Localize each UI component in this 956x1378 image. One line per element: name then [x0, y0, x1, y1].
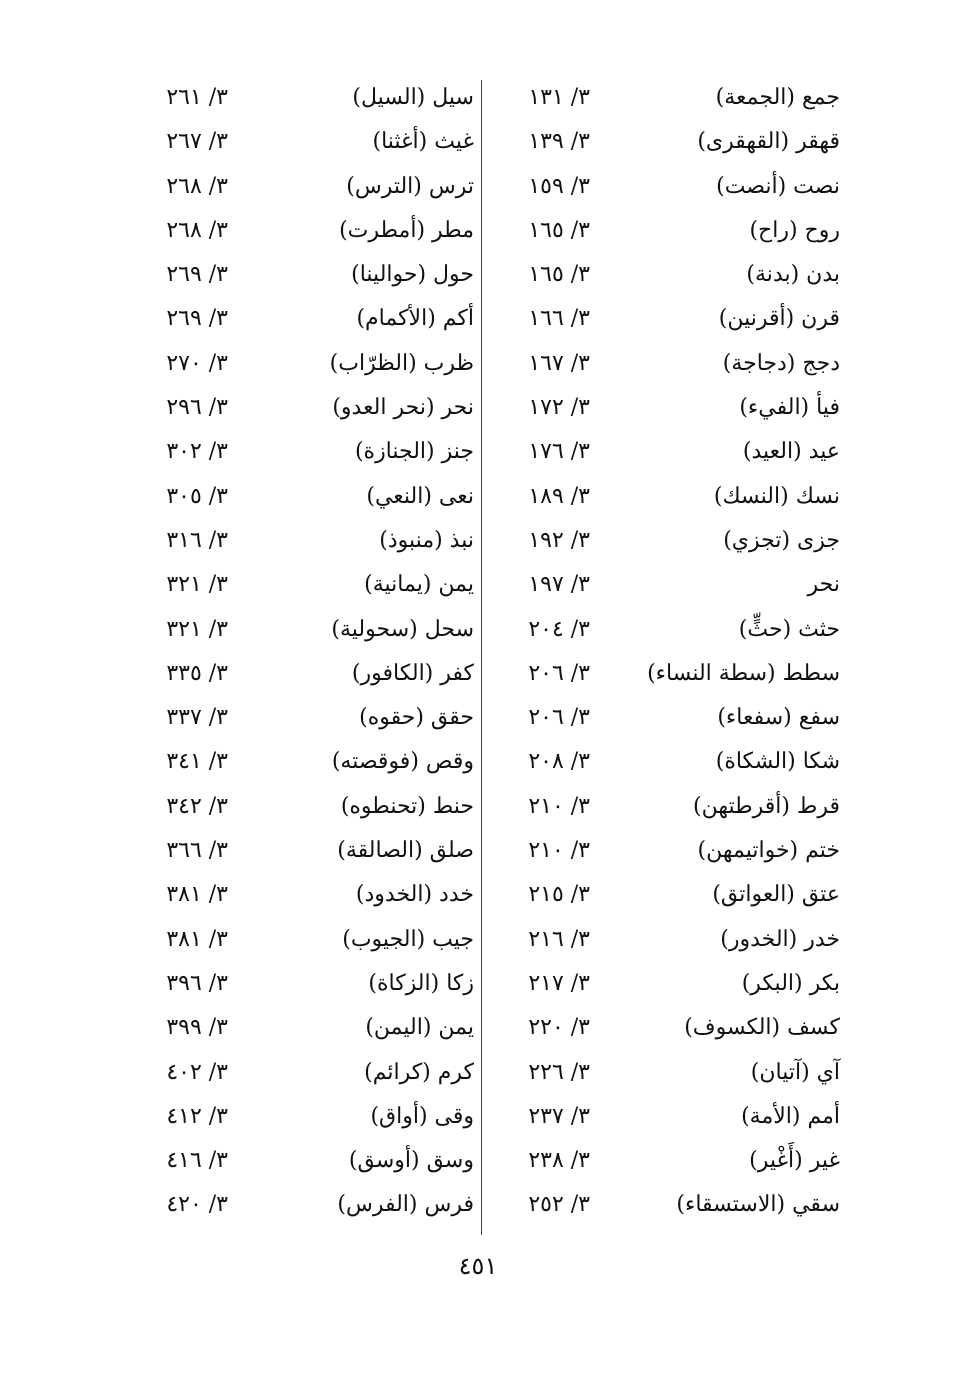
index-row: [130, 165, 840, 209]
left-entry-term: سيل (السيل): [352, 85, 474, 110]
index-row: [130, 475, 840, 519]
index-row: [130, 76, 840, 120]
left-entry-reference: ٣/ ٣٠٢: [166, 439, 228, 465]
right-entry-term: قهقر (القهقرى): [697, 129, 840, 155]
left-entry-term: وقى (أواق): [370, 1103, 474, 1129]
right-entry-term: كسف (الكسوف): [684, 1015, 840, 1041]
right-entry-reference: ٣/ ١٩٢: [528, 527, 590, 553]
left-entry-term: ترس (الترس): [346, 173, 474, 199]
left-entry-reference: ٣/ ٤٢٠: [166, 1192, 228, 1218]
right-entry-term: روح (راح): [749, 217, 840, 243]
index-row: [130, 740, 840, 784]
index-row: [130, 209, 840, 253]
index-row: [130, 120, 840, 164]
index-row: [130, 652, 840, 696]
right-entry-reference: ٣/ ١٩٧: [528, 572, 590, 598]
index-row: [130, 430, 840, 474]
right-entry-term: خدر (الخدور): [720, 926, 840, 952]
right-entry-reference: ٣/ ١٥٩: [528, 173, 590, 199]
index-row: [130, 1095, 840, 1139]
left-entry-reference: ٣/ ٣٢١: [166, 616, 228, 642]
left-entry-reference: ٣/ ٢٧٠: [166, 350, 228, 376]
right-entry-term: بدن (بدنة): [746, 262, 840, 288]
column-divider: [481, 80, 482, 1235]
right-entry-reference: ٣/ ٢٢٠: [528, 1015, 590, 1041]
right-entry-term: جمع (الجمعة): [715, 85, 840, 110]
left-entry-term: كفر (الكافور): [351, 660, 474, 686]
right-entry-reference: ٣/ ١٧٢: [528, 395, 590, 421]
right-entry-reference: ٣/ ١٧٦: [528, 439, 590, 465]
right-entry-reference: ٣/ ٢٠٤: [528, 616, 590, 642]
left-entry-reference: ٣/ ٣٣٥: [166, 660, 228, 686]
right-entry-reference: ٣/ ١٦٥: [528, 217, 590, 243]
right-entry-reference: ٣/ ١٨٩: [528, 483, 590, 509]
right-entry-term: قرط (أقرطتهن): [693, 793, 840, 819]
right-entry-reference: ٣/ ٢١٥: [528, 882, 590, 908]
left-entry-term: يمن (يمانية): [364, 572, 474, 598]
left-entry-term: كرم (كرائم): [364, 1059, 474, 1085]
left-entry-reference: ٣/ ٤١٢: [166, 1103, 228, 1129]
index-row: [130, 918, 840, 962]
right-entry-term: سفع (سفعاء): [717, 705, 840, 731]
index-row: [130, 563, 840, 607]
left-entry-term: حول (حوالينا): [351, 262, 474, 288]
left-entry-term: صلق (الصالقة): [337, 838, 474, 864]
right-entry-term: بكر (البكر): [741, 970, 840, 996]
right-entry-reference: ٣/ ١٦٦: [528, 306, 590, 332]
right-entry-reference: ٣/ ١٦٥: [528, 262, 590, 288]
left-entry-reference: ٣/ ٢٦٧: [166, 129, 228, 155]
right-entry-reference: ٣/ ٢٠٦: [528, 660, 590, 686]
right-entry-term: فيأ (الفيء): [739, 395, 840, 421]
index-row: [130, 1183, 840, 1227]
index-row: [130, 253, 840, 297]
left-entry-reference: ٣/ ٢٦٩: [166, 306, 228, 332]
right-entry-term: شكا (الشكاة): [715, 749, 840, 775]
right-entry-term: ختم (خواتيمهن): [697, 838, 840, 864]
right-entry-term: آي (آتيان): [750, 1059, 840, 1085]
index-row: [130, 608, 840, 652]
left-entry-term: يمن (اليمن): [365, 1015, 474, 1041]
left-entry-reference: ٣/ ٢٦٨: [166, 173, 228, 199]
left-entry-reference: ٣/ ٢٦٩: [166, 262, 228, 288]
left-entry-reference: ٣/ ٣٩٩: [166, 1015, 228, 1041]
left-entry-reference: ٣/ ٤١٦: [166, 1148, 228, 1174]
left-entry-term: حنط (تحنطوه): [340, 793, 474, 819]
left-entry-term: غيث (أغثنا): [372, 129, 474, 155]
left-entry-reference: ٣/ ٣٨١: [166, 882, 228, 908]
right-entry-reference: ٣/ ٢١٦: [528, 926, 590, 952]
left-entry-reference: ٣/ ٣٣٧: [166, 705, 228, 731]
right-entry-term: نسك (النسك): [713, 483, 840, 509]
left-entry-term: مطر (أمطرت): [339, 217, 474, 243]
left-entry-reference: ٣/ ٣٦٦: [166, 838, 228, 864]
left-entry-reference: ٣/ ٣٢١: [166, 572, 228, 598]
left-entry-term: جيب (الجيوب): [342, 926, 474, 952]
index-row: [130, 1051, 840, 1095]
left-entry-term: ظرب (الظرّاب): [329, 350, 474, 376]
right-entry-term: سطط (سطة النساء): [647, 660, 840, 686]
index-row: [130, 1006, 840, 1050]
left-entry-reference: ٣/ ٣٤١: [166, 749, 228, 775]
right-entry-reference: ٣/ ٢١٠: [528, 838, 590, 864]
index-row: [130, 519, 840, 563]
left-entry-reference: ٣/ ٣٠٥: [166, 483, 228, 509]
index-row: [130, 386, 840, 430]
left-entry-reference: ٣/ ٢٦١: [166, 85, 228, 110]
left-entry-reference: ٣/ ٣٩٦: [166, 970, 228, 996]
right-entry-term: حثث (حثٍّ): [738, 616, 840, 642]
right-entry-reference: ٣/ ١٦٧: [528, 350, 590, 376]
left-entry-term: أكم (الأكمام): [356, 306, 474, 332]
right-entry-term: عتق (العواتق): [712, 882, 840, 908]
left-entry-term: نعى (النعي): [366, 483, 474, 509]
right-entry-term: غير (أَغْير): [749, 1148, 840, 1174]
left-entry-term: خدد (الخدود): [355, 882, 474, 908]
right-entry-term: نصت (أنصت): [716, 173, 840, 199]
left-entry-term: وسق (أوسق): [348, 1148, 474, 1174]
left-entry-reference: ٣/ ٣١٦: [166, 527, 228, 553]
right-entry-reference: ٣/ ٢٣٨: [528, 1148, 590, 1174]
page-number: ٤٥١: [458, 1252, 498, 1280]
right-entry-reference: ٣/ ٢٢٦: [528, 1059, 590, 1085]
left-entry-reference: ٣/ ٢٩٦: [166, 395, 228, 421]
right-entry-reference: ٣/ ١٣٩: [528, 129, 590, 155]
left-entry-reference: ٣/ ٢٦٨: [166, 217, 228, 243]
left-entry-reference: ٣/ ٣٨١: [166, 926, 228, 952]
index-row: [130, 1139, 840, 1183]
right-entry-term: عيد (العيد): [742, 439, 840, 465]
left-entry-term: نحر (نحر العدو): [332, 395, 474, 421]
right-entry-reference: ٣/ ٢٣٧: [528, 1103, 590, 1129]
index-row: [130, 962, 840, 1006]
right-entry-term: قرن (أقرنين): [718, 306, 840, 332]
index-row: [130, 785, 840, 829]
index-row: [130, 873, 840, 917]
left-entry-term: فرس (الفرس): [337, 1192, 474, 1218]
right-entry-reference: ٣/ ٢١٧: [528, 970, 590, 996]
left-entry-reference: ٣/ ٣٤٢: [166, 793, 228, 819]
left-entry-term: حقق (حقوه): [359, 705, 474, 731]
left-entry-term: وقص (فوقصته): [331, 749, 474, 775]
right-entry-term: دجج (دجاجة): [722, 350, 840, 376]
left-entry-term: سحل (سحولية): [331, 616, 474, 642]
right-entry-term: سقي (الاستسقاء): [676, 1192, 840, 1218]
index-row: [130, 297, 840, 341]
left-entry-reference: ٣/ ٤٠٢: [166, 1059, 228, 1085]
left-entry-term: زكا (الزكاة): [368, 970, 474, 996]
index-row: [130, 829, 840, 873]
index-row: [130, 342, 840, 386]
right-entry-term: نحر: [807, 572, 840, 598]
right-entry-reference: ٣/ ١٣١: [528, 85, 590, 110]
right-entry-reference: ٣/ ٢١٠: [528, 793, 590, 819]
right-entry-term: أمم (الأمة): [741, 1103, 840, 1129]
left-entry-term: جنز (الجنازة): [354, 439, 474, 465]
index-table: [130, 76, 840, 1228]
index-row: [130, 696, 840, 740]
right-entry-reference: ٣/ ٢٥٢: [528, 1192, 590, 1218]
left-entry-term: نبذ (منبوذ): [379, 527, 474, 553]
right-entry-term: جزى (تجزي): [723, 527, 840, 553]
right-entry-reference: ٣/ ٢٠٨: [528, 749, 590, 775]
right-entry-reference: ٣/ ٢٠٦: [528, 705, 590, 731]
